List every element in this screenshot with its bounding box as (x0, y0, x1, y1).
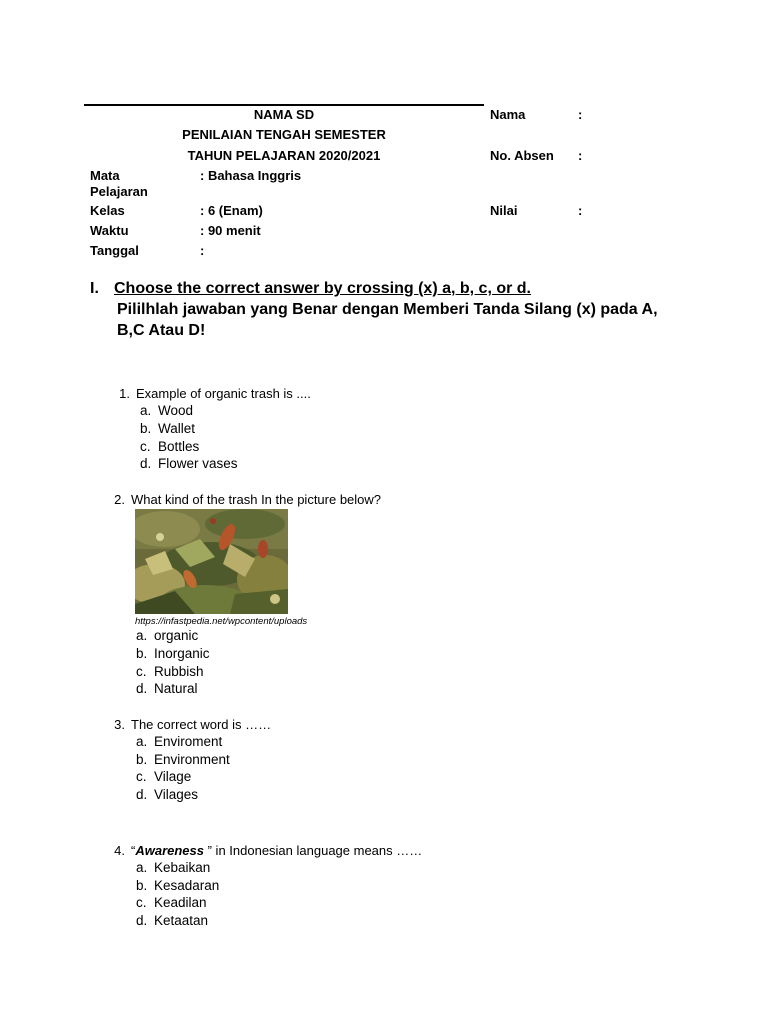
option-4d[interactable] (136, 913, 208, 928)
option-text: Wood (158, 403, 194, 418)
option-letter: a. (136, 860, 148, 875)
class-label: Kelas (90, 203, 125, 218)
option-letter: d. (136, 913, 148, 928)
option-letter: d. (136, 681, 148, 696)
option-letter: c. (136, 664, 147, 679)
keyword-awareness: Awareness (135, 843, 204, 858)
option-letter: c. (136, 895, 147, 910)
name-colon: : (578, 107, 583, 122)
question-3 (103, 717, 271, 732)
score-label: Nilai (490, 203, 518, 218)
option-text: Wallet (158, 421, 196, 436)
option-text: Vilages (154, 787, 199, 802)
option-1c[interactable] (140, 439, 199, 454)
image-caption: https://infastpedia.net/wpcontent/uploads (135, 616, 308, 627)
option-text: Kesadaran (154, 878, 220, 893)
option-letter: a. (140, 403, 152, 418)
organic-trash-photo (135, 509, 288, 614)
exam-title: PENILAIAN TENGAH SEMESTER (182, 127, 386, 142)
question-text: What kind of the trash In the picture below? (131, 492, 382, 507)
option-2d[interactable] (136, 681, 198, 696)
date-value: : (200, 243, 205, 258)
time-value: : 90 menit (200, 223, 261, 238)
question-number: 3. (114, 717, 125, 732)
score-colon: : (578, 203, 583, 218)
instruction-english: Choose the correct answer by crossing (x) a, b, c, or d. (114, 280, 531, 297)
option-letter: c. (136, 769, 147, 784)
option-text: Bottles (158, 439, 200, 454)
option-text: Rubbish (154, 664, 204, 679)
option-text: organic (154, 628, 199, 643)
option-letter: b. (136, 752, 148, 767)
option-letter: b. (140, 421, 152, 436)
option-text: Flower vases (158, 456, 238, 471)
question-number: 4. (114, 843, 125, 858)
option-3b[interactable] (136, 752, 230, 767)
instruction-indonesian-line1: Pililhlah jawaban yang Benar dengan Memberi Tanda Silang (x) pada A, (117, 301, 658, 318)
absen-label: No. Absen (490, 148, 554, 163)
question-text: Example of organic trash is .... (136, 386, 311, 401)
class-value: : 6 (Enam) (200, 203, 263, 218)
option-letter: a. (136, 734, 148, 749)
option-letter: b. (136, 878, 148, 893)
option-text: Kebaikan (154, 860, 211, 875)
option-text: Enviroment (154, 734, 223, 749)
quote-open: “ (131, 843, 136, 858)
option-1d[interactable] (140, 456, 238, 471)
subject-value: : Bahasa Inggris (200, 168, 302, 183)
question-4 (103, 843, 422, 858)
school-year: TAHUN PELAJARAN 2020/2021 (187, 148, 381, 163)
question-number: 2. (114, 492, 125, 507)
option-2b[interactable] (136, 646, 210, 661)
option-letter: a. (136, 628, 148, 643)
option-4b[interactable] (136, 878, 219, 893)
option-letter: d. (136, 787, 148, 802)
question-text: The correct word is …… (131, 717, 272, 732)
option-2a[interactable] (136, 628, 198, 643)
option-text: Environment (154, 752, 230, 767)
time-label: Waktu (90, 223, 129, 238)
section-number: I. (90, 280, 99, 297)
option-1b[interactable] (140, 421, 195, 436)
option-letter: c. (140, 439, 151, 454)
option-text: Keadilan (154, 895, 207, 910)
date-label: Tanggal (90, 243, 139, 258)
question-2 (103, 492, 381, 507)
option-1a[interactable] (140, 403, 193, 418)
name-label: Nama (490, 107, 526, 122)
option-text: Vilage (154, 769, 192, 784)
subject-label: Mata Pelajaran (90, 168, 148, 199)
option-text: Ketaatan (154, 913, 209, 928)
option-text: Natural (154, 681, 198, 696)
instruction-indonesian-line2: B,C Atau D! (117, 322, 206, 339)
absen-colon: : (578, 148, 583, 163)
option-3a[interactable] (136, 734, 222, 749)
option-text: Inorganic (154, 646, 210, 661)
question-1 (108, 386, 311, 401)
option-3c[interactable] (136, 769, 191, 784)
option-letter: d. (140, 456, 152, 471)
header-rule (84, 104, 484, 106)
question-number: 1. (119, 386, 130, 401)
question-text: ” in Indonesian language means …… (204, 843, 423, 858)
option-letter: b. (136, 646, 148, 661)
option-3d[interactable] (136, 787, 198, 802)
school-name: NAMA SD (253, 107, 315, 122)
option-4c[interactable] (136, 895, 207, 910)
option-4a[interactable] (136, 860, 210, 875)
option-2c[interactable] (136, 664, 204, 679)
